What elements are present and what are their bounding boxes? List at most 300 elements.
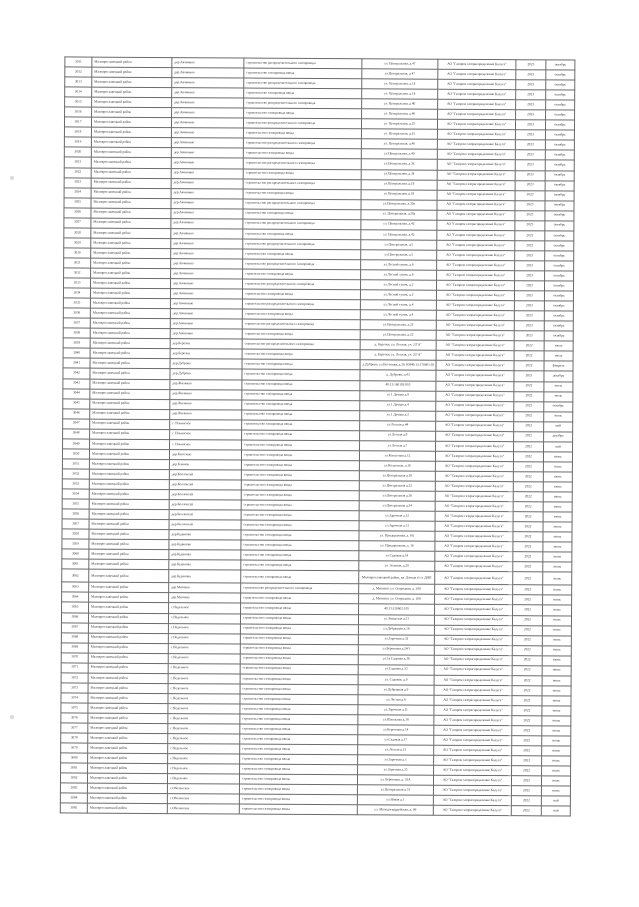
year-cell: 2023 xyxy=(516,100,546,110)
organization-cell: АО "Газпром газораспределение Калуга" xyxy=(436,411,514,422)
locality-cell: дер.Авчинино xyxy=(171,238,243,248)
organization-cell: АО "Газпром газораспределение Калуга" xyxy=(435,471,513,482)
year-cell: 2021 xyxy=(514,371,544,381)
year-cell: 2023 xyxy=(515,220,545,230)
locality-cell: с.Недельное xyxy=(168,714,240,724)
month-cell: июнь xyxy=(543,482,572,492)
district-cell: Малоярославецкий район xyxy=(91,258,171,269)
organization-cell: АО "Газпром газораспределение Калуга" xyxy=(436,361,514,372)
row-number: 3014 xyxy=(65,87,92,97)
row-number: 3066 xyxy=(61,612,88,622)
organization-cell: АО "Газпром газораспределение Калуга" xyxy=(438,59,516,70)
district-cell: Малоярославецкий район xyxy=(91,158,171,169)
district-cell: Малоярославецкий район xyxy=(88,753,168,764)
month-cell: май xyxy=(544,442,573,452)
locality-cell: дер.Коллонтай xyxy=(169,520,241,530)
year-cell: 2022 xyxy=(513,605,543,615)
row-number: 3019 xyxy=(64,137,91,147)
locality-cell: с.Оболенское xyxy=(167,804,239,814)
locality-cell: дер.Березки xyxy=(170,339,242,349)
district-cell: Малоярославецкий район xyxy=(89,529,169,540)
work-type-cell: строительство газопровода ввода xyxy=(241,470,359,481)
year-cell: 2023 xyxy=(515,190,545,200)
month-cell: июнь xyxy=(542,716,571,726)
month-cell: октябрь xyxy=(544,301,573,311)
organization-cell: АО "Газпром газораспределение Калуга" xyxy=(435,595,513,606)
organization-cell: АО "Газпром газораспределение Калуга" xyxy=(434,645,512,656)
locality-cell: дер.Авчинино xyxy=(170,299,242,309)
address-cell: ул. Центральная, д.14 xyxy=(362,79,438,90)
year-cell: 2022 xyxy=(512,696,542,706)
organization-cell: АО "Газпром газораспределение Калуга" xyxy=(436,391,514,402)
work-type-cell: строительство распределительного газопровода xyxy=(243,219,361,230)
address-cell: ул.Садовая д.33 xyxy=(358,665,434,676)
work-type-cell: строительство распределительного газопровода xyxy=(244,98,362,109)
district-cell: Малоярославецкий район xyxy=(90,419,170,430)
year-cell: 2023 xyxy=(516,90,546,100)
year-cell: 2022 xyxy=(513,595,543,605)
address-cell: ул.Колхозная, д.16 xyxy=(359,461,435,472)
district-cell: Малоярославецкий район xyxy=(88,653,168,664)
locality-cell: дер.Авчинино xyxy=(171,148,243,158)
address-cell: ул.Центральная д.18 xyxy=(359,471,435,482)
work-type-cell: строительство газопровода ввода xyxy=(243,189,361,200)
row-number: 3077 xyxy=(61,723,88,733)
work-type-cell: строительство газопровода ввода xyxy=(241,530,359,541)
row-number: 3023 xyxy=(64,177,91,187)
locality-cell: с.Недельное xyxy=(168,663,240,673)
locality-cell: дер.Митяево xyxy=(169,593,241,603)
organization-cell: АО "Газпром газораспределение Калуга" xyxy=(435,511,513,522)
organization-cell: АО "Газпром газораспределение Калуга" xyxy=(436,421,514,432)
year-cell: 2023 xyxy=(514,321,544,331)
month-cell: октябрь xyxy=(545,241,574,251)
work-type-cell: строительство газопровода ввода xyxy=(241,604,359,615)
locality-cell: с.Недельное xyxy=(167,774,239,784)
work-type-cell: строительство газопровода ввода xyxy=(240,734,358,745)
month-cell: октябрь xyxy=(545,170,574,180)
row-number: 3024 xyxy=(64,188,91,198)
year-cell: 2022 xyxy=(514,411,544,421)
month-cell: июнь xyxy=(542,746,571,756)
row-number: 3021 xyxy=(64,157,91,167)
district-cell: Малоярославецкий район xyxy=(90,328,170,339)
year-cell: 2022 xyxy=(513,572,543,585)
district-cell: Малоярославецкий район xyxy=(90,379,170,390)
locality-cell: с.Недельное xyxy=(168,623,240,633)
year-cell: 2022 xyxy=(514,441,544,451)
row-number: 3057 xyxy=(62,519,89,529)
month-cell: июль xyxy=(543,605,572,615)
organization-cell: АО "Газпром газораспределение Калуга" xyxy=(437,190,515,201)
address-cell: ул.Центральная, д.30а xyxy=(361,199,437,210)
work-type-cell: строительство газопровода ввода xyxy=(242,400,360,411)
organization-cell: АО "Газпром газораспределение Калуга" xyxy=(435,461,513,472)
year-cell: 2023 xyxy=(516,60,546,70)
district-cell: Малоярославецкий район xyxy=(90,288,170,299)
organization-cell: АО "Газпром газораспределение Калуга" xyxy=(438,89,516,100)
month-cell: октябрь xyxy=(545,190,574,200)
organization-cell: АО "Газпром газораспределение Калуга" xyxy=(437,150,515,161)
address-cell: ул.Дубравная д.16 xyxy=(358,624,434,635)
month-cell: июль xyxy=(544,341,573,351)
row-number: 3075 xyxy=(61,703,88,713)
work-type-cell: строительство газопровода ввода xyxy=(241,560,359,571)
organization-cell: АО "Газпром газораспределение Калуга" xyxy=(438,69,516,80)
organization-cell: АО "Газпром газораспределение Калуга" xyxy=(433,786,511,797)
district-cell: Малоярославецкий район xyxy=(88,763,168,774)
locality-cell: дер.Дуброво xyxy=(170,369,242,379)
row-number: 3016 xyxy=(65,107,92,117)
year-cell: 2022 xyxy=(513,482,543,492)
address-cell: ул. Зеленая, д.29 xyxy=(359,561,435,572)
locality-cell: дер.Авчинино xyxy=(171,208,243,218)
address-cell: ул.1 Дачная д.9 xyxy=(360,390,436,401)
work-type-cell: строительство распределительного газопровода xyxy=(243,179,361,190)
locality-cell: дер.Авчинино xyxy=(172,78,244,88)
district-cell: Малоярославецкий район xyxy=(89,469,169,480)
row-number: 3051 xyxy=(62,459,89,469)
district-cell: Малоярославецкий район xyxy=(90,278,170,289)
organization-cell: АО "Газпром газораспределение Калуга" xyxy=(435,572,513,585)
year-cell: 2023 xyxy=(514,291,544,301)
locality-cell: с.Недельное xyxy=(168,613,240,623)
district-cell: Малоярославецкий район xyxy=(91,268,171,279)
work-type-cell: строительство распределительного газопровода xyxy=(243,259,361,270)
month-cell: октябрь xyxy=(544,291,573,301)
address-cell: ул.Лесная д.6 xyxy=(358,695,434,706)
organization-cell: АО "Газпром газораспределение Калуга" xyxy=(437,230,515,241)
locality-cell: дер.Авчинино xyxy=(171,118,243,128)
month-cell: июнь xyxy=(543,532,572,542)
organization-cell: АО "Газпром газораспределение Калуга" xyxy=(435,501,513,512)
district-cell: Малоярославецкий район xyxy=(90,429,170,440)
year-cell: 2023 xyxy=(515,140,545,150)
row-number: 3085 xyxy=(60,803,87,813)
organization-cell: АО "Газпром газораспределение Калуга" xyxy=(433,806,511,817)
month-cell: октябрь xyxy=(545,130,574,140)
organization-cell: АО "Газпром газораспределение Калуга" xyxy=(434,685,512,696)
locality-cell: дер.Коллонтай xyxy=(169,470,241,480)
month-cell: июль xyxy=(542,766,571,776)
month-cell: июнь xyxy=(543,512,572,522)
row-number: 3042 xyxy=(63,368,90,378)
address-cell: ул.Береговая д.24/1 xyxy=(358,644,434,655)
work-type-cell: строительство газопровода ввода xyxy=(240,694,358,705)
month-cell: июнь xyxy=(543,452,572,462)
organization-cell: АО "Газпром газораспределение Калуга" xyxy=(436,320,514,331)
year-cell: 2023 xyxy=(516,80,546,90)
organization-cell: АО "Газпром газораспределение Калуга" xyxy=(438,109,516,120)
locality-cell: с.Оболенское xyxy=(167,784,239,794)
address-cell: ул.Центральная, д.18 xyxy=(361,189,437,200)
work-type-cell: строительство распределительного газопровода xyxy=(242,319,360,330)
district-cell: Малоярославецкий район xyxy=(91,137,171,148)
year-cell: 2022 xyxy=(512,675,542,685)
work-type-cell: строительство газопровода ввода xyxy=(243,249,361,260)
month-cell: октябрь xyxy=(546,100,575,110)
address-cell: ул.Дубравная д.9 xyxy=(358,685,434,696)
locality-cell: дер.Авчинино xyxy=(171,248,243,258)
work-type-cell: строительство газопровода ввода xyxy=(240,724,358,735)
work-type-cell: строительство распределительного газопровода xyxy=(241,583,359,594)
row-number: 3052 xyxy=(62,469,89,479)
row-number: 3063 xyxy=(62,582,89,592)
month-cell: июнь xyxy=(542,736,571,746)
locality-cell: с.Недельное xyxy=(168,704,240,714)
row-number: 3054 xyxy=(62,489,89,499)
row-number: 3083 xyxy=(60,783,87,793)
address-cell: ул.1 Дачная д.4 xyxy=(360,400,436,411)
organization-cell: АО "Газпром газораспределение Калуга" xyxy=(434,665,512,676)
district-cell: Малоярославецкий район xyxy=(91,238,171,249)
work-type-cell: строительство газопровода ввода xyxy=(240,714,358,725)
district-cell: Малоярославецкий район xyxy=(90,298,170,309)
month-cell: июнь xyxy=(542,676,571,686)
address-cell: ул.Лесная д.8 xyxy=(360,430,436,441)
district-cell: Малоярославецкий район xyxy=(88,663,168,674)
organization-cell: АО "Газпром газораспределение Калуга" xyxy=(436,371,514,382)
locality-cell: с. Ильинское xyxy=(170,419,242,429)
month-cell: октябрь xyxy=(546,80,575,90)
month-cell: май xyxy=(544,422,573,432)
work-type-cell: строительство распределительного газопровода xyxy=(244,78,362,89)
address-cell: д. Митяево, ул. Огородная, д. 108 xyxy=(359,594,435,605)
row-number: 3039 xyxy=(63,338,90,348)
work-type-cell: строительство распределительного газопровода xyxy=(243,199,361,210)
month-cell: июль xyxy=(544,381,573,391)
row-number: 3055 xyxy=(62,499,89,509)
organization-cell: АО "Газпром газораспределение Калуга" xyxy=(434,695,512,706)
address-cell: Малоярославецкий район, кв. Дачная 4 с/т ДНП xyxy=(359,571,435,584)
organization-cell: АО "Газпром газораспределение Калуга" xyxy=(434,615,512,626)
organization-cell: АО "Газпром газораспределение Калуга" xyxy=(434,705,512,716)
work-type-cell: строительство газопровода ввода xyxy=(242,390,360,401)
locality-cell: с.Недельное xyxy=(169,603,241,613)
row-number: 3032 xyxy=(64,268,91,278)
row-number: 3068 xyxy=(61,633,88,643)
month-cell: июнь xyxy=(543,585,572,595)
district-cell: Малоярославецкий район xyxy=(88,633,168,644)
year-cell: 2022 xyxy=(514,341,544,351)
work-type-cell: строительство газопровода ввода xyxy=(243,128,361,139)
month-cell: июль xyxy=(542,635,571,645)
organization-cell: АО "Газпром газораспределение Калуга" xyxy=(438,99,516,110)
address-cell: ул.Заречная д.13 xyxy=(359,521,435,532)
district-cell: Малоярославецкий район xyxy=(88,613,168,624)
year-cell: 2023 xyxy=(515,241,545,251)
locality-cell: с. Ильинское xyxy=(170,429,242,439)
locality-cell: с.Недельное xyxy=(168,633,240,643)
organization-cell: АО "Газпром газораспределение Калуга" xyxy=(436,330,514,341)
month-cell: октябрь xyxy=(545,271,574,281)
address-cell: ул.Лесной тупик, д.4 xyxy=(360,300,436,311)
organization-cell: АО "Газпром газораспределение Калуга" xyxy=(433,775,511,786)
address-cell: ул.Центральная, д.40 xyxy=(361,149,437,160)
district-cell: Малоярославецкий район xyxy=(92,67,172,78)
month-cell: октябрь xyxy=(545,201,574,211)
locality-cell: дер.Жилкино xyxy=(170,389,242,399)
locality-cell: дер.Авчинино xyxy=(170,279,242,289)
address-cell: ул.Лесной тупик, д.6 xyxy=(361,270,437,281)
organization-cell: АО "Газпром газораспределение Калуга" xyxy=(434,675,512,686)
address-cell: ул. Центральная, д.30а xyxy=(361,209,437,220)
address-cell: ул.Колхозная д.12 xyxy=(359,451,435,462)
month-cell: июнь xyxy=(543,542,572,552)
row-number: 3028 xyxy=(64,228,91,238)
work-type-cell: строительство газопровода ввода xyxy=(241,550,359,561)
year-cell: 2022 xyxy=(512,655,542,665)
address-cell: ул. Садовая, д.9 xyxy=(358,675,434,686)
district-cell: Малоярославецкий район xyxy=(91,188,171,199)
organization-cell: АО "Газпром газораспределение Калуга" xyxy=(437,180,515,191)
address-cell: ул.Центральная д.24 xyxy=(359,501,435,512)
month-cell: июнь xyxy=(542,706,571,716)
month-cell: июнь xyxy=(542,726,571,736)
district-cell: Малоярославецкий район xyxy=(89,449,169,460)
district-cell: Малоярославецкий район xyxy=(90,348,170,359)
organization-cell: АО "Газпром газораспределение Калуга" xyxy=(437,260,515,271)
organization-cell: АО "Газпром газораспределение Калуга" xyxy=(434,635,512,646)
work-type-cell: строительство распределительного газопровода xyxy=(243,118,361,129)
row-number: 3067 xyxy=(61,623,88,633)
work-type-cell: строительство газопровода ввода xyxy=(243,169,361,180)
work-type-cell: строительство распределительного газопровода xyxy=(244,58,362,69)
work-type-cell: строительство газопровода ввода xyxy=(240,624,358,635)
work-type-cell: строительство газопровода ввода xyxy=(239,804,357,815)
organization-cell: АО "Газпром газораспределение Калуга" xyxy=(436,280,514,291)
month-cell: июнь xyxy=(543,522,572,532)
address-cell: ул. Центральная, д.25 xyxy=(361,129,437,140)
year-cell: 2023 xyxy=(515,170,545,180)
address-cell: ул.Центральная, д.34 xyxy=(361,159,437,170)
month-cell: октябрь xyxy=(544,321,573,331)
year-cell: 2022 xyxy=(511,786,541,796)
district-cell: Малоярославецкий район xyxy=(91,218,171,229)
row-number: 3062 xyxy=(62,569,89,582)
address-cell: ул. Центральная, д.40 xyxy=(362,109,438,120)
address-cell: ул. Центральная, д.14 xyxy=(362,89,438,100)
locality-cell: с.Недельное xyxy=(168,683,240,693)
address-cell: д. Березки, ул. Лесная, уч. 23"А" xyxy=(360,340,436,351)
address-cell: ул.1я Садовая д.36 xyxy=(358,654,434,665)
row-number: 3022 xyxy=(64,167,91,177)
address-cell: ул.Лесная д.12 xyxy=(358,745,434,756)
month-cell: октябрь xyxy=(546,90,575,100)
locality-cell: дер.Кудиново xyxy=(169,530,241,540)
month-cell: октябрь xyxy=(546,70,575,80)
district-cell: Малоярославецкий район xyxy=(90,369,170,380)
row-number: 3037 xyxy=(63,318,90,328)
row-number: 3033 xyxy=(64,278,91,288)
row-number: 3047 xyxy=(63,419,90,429)
locality-cell: дер.Авчинино xyxy=(172,108,244,118)
locality-cell: дер.Кудиново xyxy=(169,540,241,550)
work-type-cell: строительство газопровода ввода xyxy=(244,68,362,79)
row-number: 3079 xyxy=(61,743,88,753)
address-cell: ул.Лесная д.44 xyxy=(360,420,436,431)
row-number: 3027 xyxy=(64,218,91,228)
organization-cell: АО "Газпром газораспределение Калуга" xyxy=(434,755,512,766)
month-cell: июнь xyxy=(542,666,571,676)
work-type-cell: строительство газопровода ввода xyxy=(241,570,359,584)
organization-cell: АО "Газпром газораспределение Калуга" xyxy=(436,290,514,301)
organization-cell: АО "Газпром газораспределение Калуга" xyxy=(435,451,513,462)
work-type-cell: строительство газопровода ввода xyxy=(242,380,360,391)
district-cell: Малоярославецкий район xyxy=(92,87,172,98)
year-cell: 2022 xyxy=(511,796,541,806)
district-cell: Малоярославецкий район xyxy=(91,178,171,189)
address-cell: ул. Центральная, д.47 xyxy=(362,59,438,70)
address-cell: ул.Лесной тупик, д.2 xyxy=(360,290,436,301)
address-cell: ул. Придорожная, д. 8А xyxy=(359,531,435,542)
district-cell: Малоярославецкий район xyxy=(89,549,169,560)
locality-cell: дер.Авчинино xyxy=(171,198,243,208)
month-cell: май xyxy=(541,806,570,816)
organization-cell: АО "Газпром газораспределение Калуга" xyxy=(435,521,513,532)
address-cell: 40:13:160102:810 xyxy=(360,380,436,391)
work-type-cell: строительство газопровода ввода xyxy=(242,369,360,380)
month-cell: июнь xyxy=(542,696,571,706)
work-type-cell: строительство газопровода ввода xyxy=(241,480,359,491)
locality-cell: дер.Коллонтай xyxy=(169,480,241,490)
locality-cell: дер.Коллонтай xyxy=(169,500,241,510)
district-cell: Малоярославецкий район xyxy=(91,208,171,219)
district-cell: Малоярославецкий район xyxy=(90,439,170,450)
locality-cell: дер.Кудиново xyxy=(169,550,241,560)
work-type-cell: строительство газопровода ввода xyxy=(240,614,358,625)
address-cell: ул.Центральная, д.5 xyxy=(361,240,437,251)
row-number: 3073 xyxy=(61,683,88,693)
district-cell: Малоярославецкий район xyxy=(89,559,169,570)
locality-cell: дер.Авчинино xyxy=(171,269,243,279)
district-cell: Малоярославецкий район xyxy=(92,97,172,108)
organization-cell: АО "Газпром газораспределение Калуга" xyxy=(436,431,514,442)
district-cell: Малоярославецкий район xyxy=(91,228,171,239)
year-cell: 2022 xyxy=(511,806,541,816)
row-number: 3048 xyxy=(63,429,90,439)
work-type-cell: строительство газопровода ввода xyxy=(243,148,361,159)
organization-cell: АО "Газпром газораспределение Калуга" xyxy=(436,381,514,392)
year-cell: 2022 xyxy=(512,625,542,635)
address-cell: ул.Центральная, д.18 xyxy=(361,179,437,190)
year-cell: 2022 xyxy=(513,512,543,522)
locality-cell: дер.Авчинино xyxy=(171,168,243,178)
month-cell: июль xyxy=(543,462,572,472)
organization-cell: АО "Газпром газораспределение Калуга" xyxy=(434,745,512,756)
row-number: 3045 xyxy=(63,399,90,409)
row-number: 3044 xyxy=(63,388,90,398)
month-cell: июнь xyxy=(543,552,572,562)
organization-cell: АО "Газпром газораспределение Калуга" xyxy=(435,491,513,502)
year-cell: 2023 xyxy=(514,301,544,311)
district-cell: Малоярославецкий район xyxy=(91,168,171,179)
organization-cell: АО "Газпром газораспределение Калуга" xyxy=(434,735,512,746)
address-cell: ул.Центральная, д.47 xyxy=(362,69,438,80)
district-cell: Малоярославецкий район xyxy=(91,248,171,259)
work-type-cell: строительство газопровода ввода xyxy=(240,664,358,675)
organization-cell: АО "Газпром газораспределение Калуга" xyxy=(438,79,516,90)
row-number: 3012 xyxy=(65,67,92,77)
address-cell: ул. Центральная, д.42 xyxy=(361,219,437,230)
row-number: 3034 xyxy=(63,288,90,298)
work-type-cell: строительство газопровода ввода xyxy=(242,440,360,451)
month-cell: октябрь xyxy=(545,231,574,241)
district-cell: Малоярославецкий район xyxy=(92,107,172,118)
work-type-cell: строительство газопровода ввода xyxy=(241,510,359,521)
organization-cell: АО "Газпром газораспределение Калуга" xyxy=(437,119,515,130)
row-number: 3041 xyxy=(63,358,90,368)
